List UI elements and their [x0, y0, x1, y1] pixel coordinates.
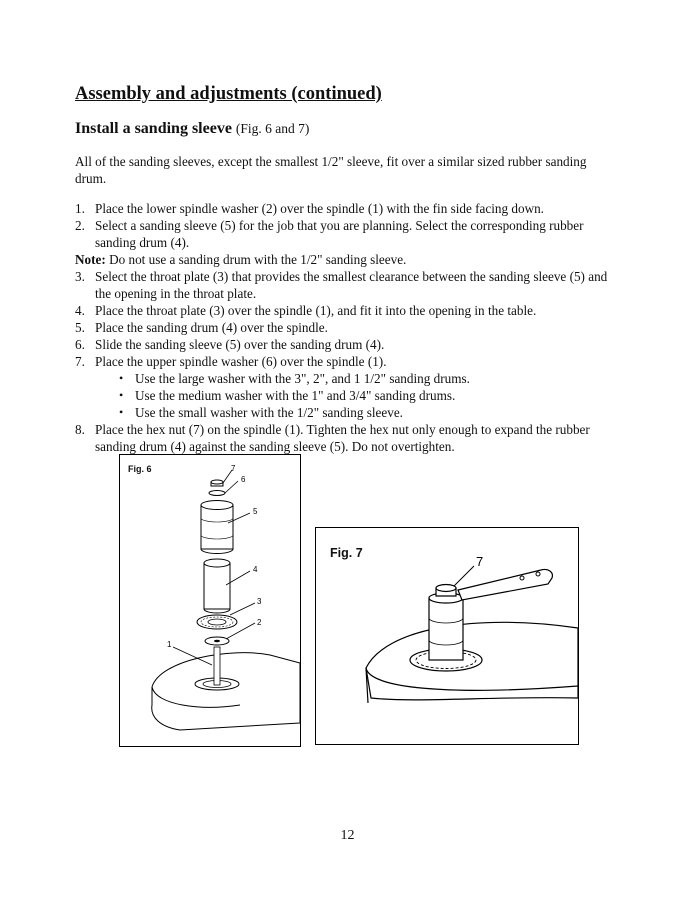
list-item [75, 387, 620, 404]
step-3 [75, 268, 620, 302]
step-5 [75, 319, 620, 336]
step-2 [75, 217, 620, 251]
bullet-icon: • [119, 371, 124, 385]
list-item [75, 370, 620, 387]
step-number: 6. [75, 337, 85, 352]
instruction-steps [75, 200, 620, 455]
step-number: 7. [75, 354, 85, 369]
callout-3: 3 [257, 597, 262, 606]
bullet-text: Use the large washer with the 3", 2", and 1 1/2" sanding drums. [135, 371, 470, 386]
step-number: 1. [75, 201, 85, 216]
bullet-text: Use the small washer with the 1/2" sanding sleeve. [135, 405, 403, 420]
list-item [75, 404, 620, 421]
step-text: Select a sanding sleeve (5) for the job that you are planning. Select the corresponding rubber sanding drum (4). [95, 218, 584, 250]
step-number: 3. [75, 269, 85, 284]
callout-2: 2 [257, 618, 262, 627]
step-text: Select the throat plate (3) that provides the smallest clearance between the sanding sleeve (5) and the opening in the throat plate. [95, 269, 608, 301]
note-label: Note: [75, 252, 106, 267]
figure-6-label: Fig. 6 [128, 464, 152, 474]
callout-1: 1 [167, 640, 172, 649]
page-number: 12 [340, 828, 355, 843]
step-1 [75, 200, 620, 217]
step-text: Place the lower spindle washer (2) over the spindle (1) with the fin side facing down. [95, 201, 544, 216]
step-number: 2. [75, 218, 85, 233]
step-text: Slide the sanding sleeve (5) over the sanding drum (4). [95, 337, 385, 352]
callout-4: 4 [253, 565, 258, 574]
step-7 [75, 353, 620, 370]
step-text: Place the throat plate (3) over the spindle (1), and fit it into the opening in the table. [95, 303, 537, 318]
callout-5: 5 [253, 507, 258, 516]
callout-7: 7 [476, 554, 484, 569]
note [75, 251, 620, 268]
bullet-icon: • [119, 388, 124, 402]
figure-7 [315, 527, 579, 745]
callout-6: 6 [241, 475, 246, 484]
step-4 [75, 302, 620, 319]
step-6 [75, 336, 620, 353]
note-text: Do not use a sanding drum with the 1/2" sanding sleeve. [105, 252, 407, 267]
step-number: 4. [75, 303, 85, 318]
figure-7-illustration [316, 528, 578, 744]
step-number: 8. [75, 422, 85, 437]
step-number: 5. [75, 320, 85, 335]
callout-7: 7 [231, 464, 236, 473]
step-text: Place the upper spindle washer (6) over the spindle (1). [95, 354, 387, 369]
section-subheading [75, 120, 309, 138]
intro-paragraph: All of the sanding sleeves, except the smallest 1/2" sleeve, fit over a similar sized rubber sanding drum. [75, 154, 587, 186]
subheading-figure-ref: (Fig. 6 and 7) [235, 121, 310, 136]
step-text: Place the hex nut (7) on the spindle (1). Tighten the hex nut only enough to expand the rubber sanding drum (4) against the sanding sleeve (5). Do not overtighten. [95, 422, 590, 454]
figure-7-label: Fig. 7 [330, 546, 363, 560]
bullet-icon: • [119, 405, 124, 419]
figure-6 [119, 454, 301, 747]
subheading-title: Install a sanding sleeve [75, 120, 232, 137]
step-8 [75, 421, 620, 455]
washer-bullet-list [75, 370, 620, 421]
step-text: Place the sanding drum (4) over the spindle. [95, 320, 328, 335]
bullet-text: Use the medium washer with the 1" and 3/4" sanding drums. [135, 388, 456, 403]
figure-6-illustration [120, 455, 300, 746]
page-heading: Assembly and adjustments (continued) [75, 84, 382, 104]
